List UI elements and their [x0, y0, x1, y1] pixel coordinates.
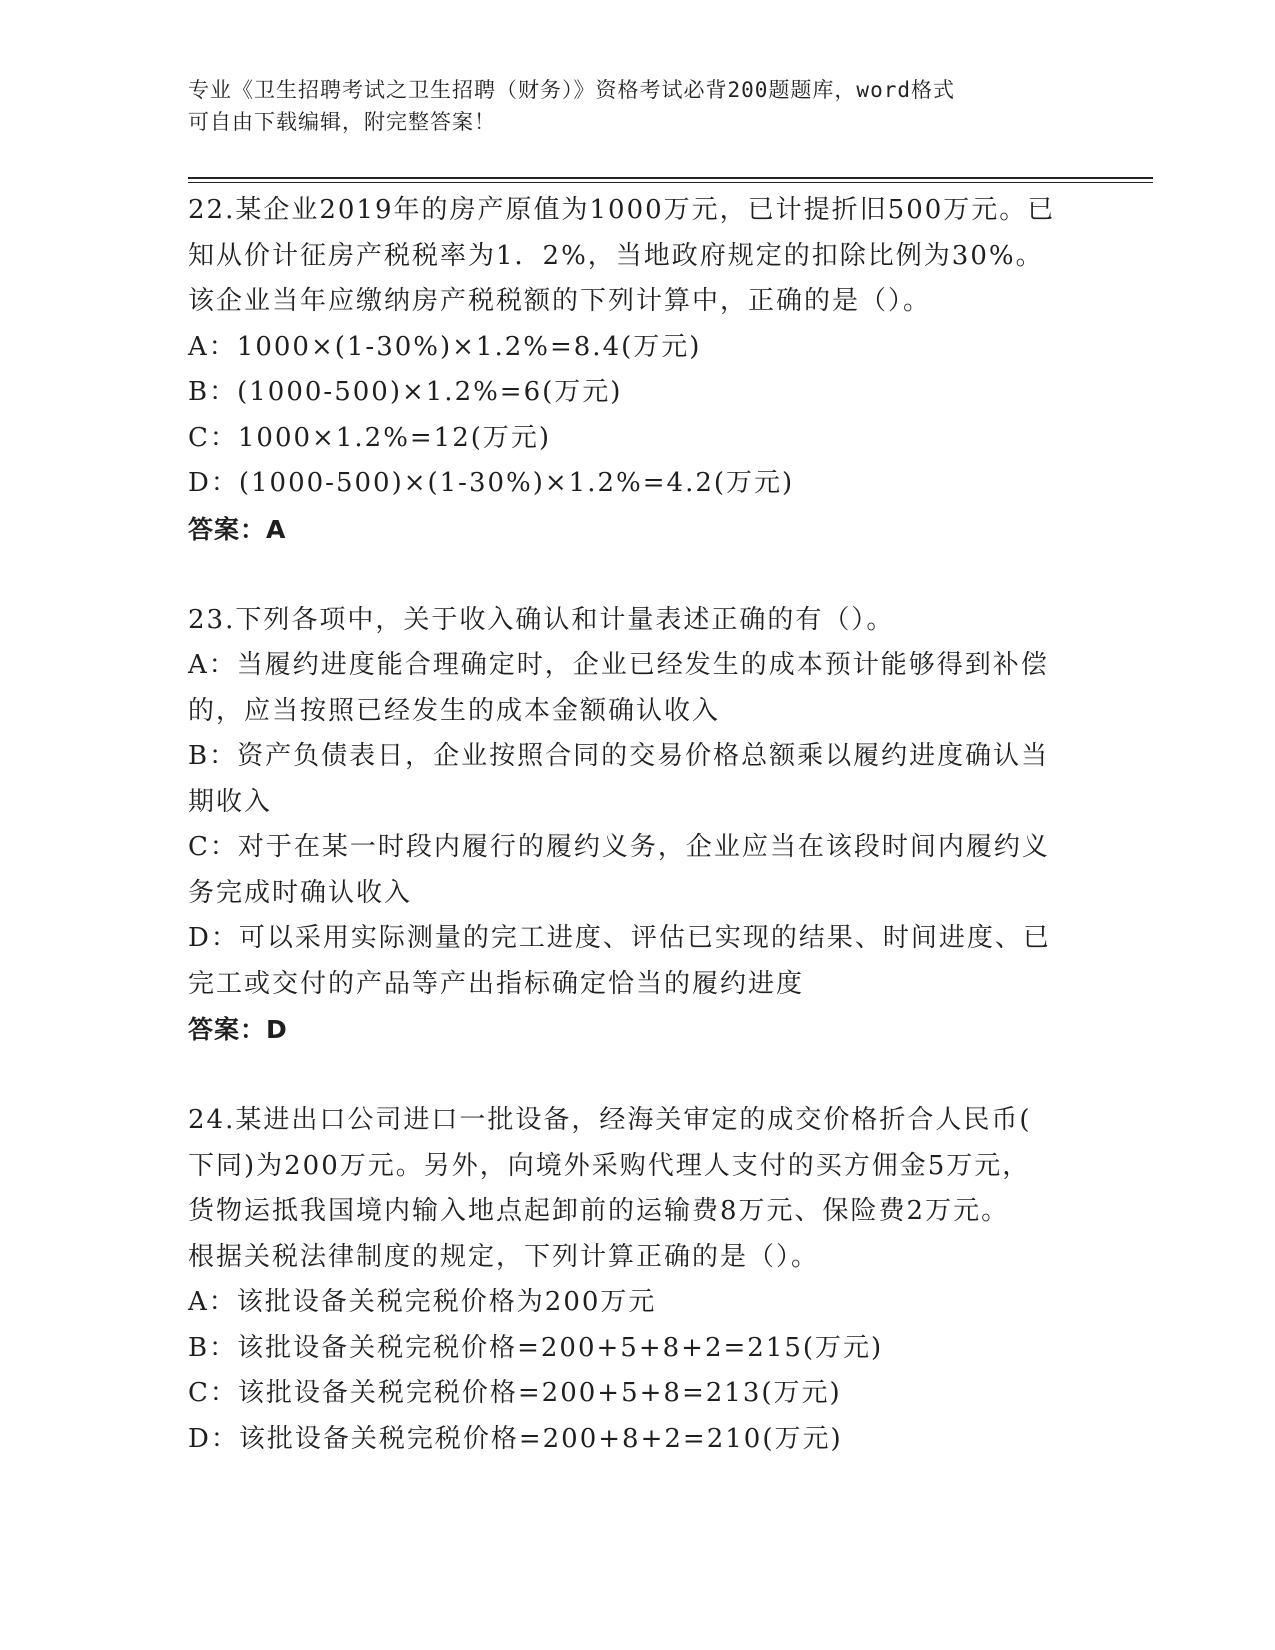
option-b-continued: 期收入 — [188, 786, 273, 817]
option-c: C：对于在某一时段内履行的履约义务，企业应当在该段时间内履约义 — [188, 832, 1050, 862]
question-stem-line: 根据关税法律制度的规定，下列计算正确的是（）。 — [188, 1241, 820, 1272]
question-spacer — [188, 552, 1088, 598]
option-d: D：该批设备关税完税价格=200+8+2=210(万元) — [188, 1423, 843, 1454]
question-22 — [188, 188, 1088, 552]
option-d: D：(1000-500)×(1-30%)×1.2%=4.2(万元) — [188, 468, 795, 498]
option-a: A：1000×(1-30%)×1.2%=8.4(万元) — [188, 331, 702, 362]
question-23 — [188, 598, 1088, 1053]
header-title-line-2: 可自由下载编辑，附完整答案！ — [188, 110, 496, 134]
option-d: D：可以采用实际测量的完工进度、评估已实现的结果、时间进度、已 — [188, 923, 1051, 953]
option-b: B：该批设备关税完税价格=200+5+8+2=215(万元) — [188, 1332, 884, 1363]
question-stem-line: 22.某企业2019年的房产原值为1000万元，已计提折旧500万元。已 — [188, 195, 1056, 225]
option-a: A：当履约进度能合理确定时，企业已经发生的成本预计能够得到补偿 — [188, 650, 1049, 680]
header-divider-thin — [188, 182, 1153, 183]
question-24 — [188, 1098, 1088, 1462]
question-stem-line: 该企业当年应缴纳房产税税额的下列计算中，正确的是（）。 — [188, 286, 932, 316]
option-a-continued: 的，应当按照已经发生的成本金额确认收入 — [188, 695, 721, 726]
question-stem-line: 货物运抵我国境内输入地点起卸前的运输费8万元、保险费2万元。 — [188, 1196, 1010, 1226]
question-stem-line: 下同)为200万元。另外，向境外采购代理人支付的买方佣金5万元， — [188, 1150, 1031, 1181]
option-c: C：1000×1.2%=12(万元) — [188, 422, 552, 453]
option-b: B：(1000-500)×1.2%=6(万元) — [188, 377, 623, 407]
option-b: B：资产负债表日，企业按照合同的交易价格总额乘以履约进度确认当 — [188, 741, 1050, 771]
header-divider-thick — [188, 177, 1153, 179]
answer-label: 答案：A — [188, 514, 287, 544]
question-stem-line: 知从价计征房产税税率为1．2%，当地政府规定的扣除比例为30%。 — [188, 240, 1044, 271]
answer-label: 答案：D — [188, 1015, 288, 1044]
question-stem-line: 24.某进出口公司进口一批设备，经海关审定的成交价格折合人民币( — [188, 1105, 1032, 1135]
question-stem-line: 23.下列各项中，关于收入确认和计量表述正确的有（）。 — [188, 604, 895, 635]
option-c-continued: 务完成时确认收入 — [188, 877, 413, 908]
option-a: A：该批设备关税完税价格为200万元 — [188, 1287, 657, 1317]
option-c: C：该批设备关税完税价格=200+5+8=213(万元) — [188, 1378, 842, 1408]
option-d-continued: 完工或交付的产品等产出指标确定恰当的履约进度 — [188, 968, 805, 999]
question-spacer — [188, 1053, 1088, 1099]
question-list — [188, 188, 1088, 1462]
header-title-line-1: 专业《卫生招聘考试之卫生招聘（财务）》资格考试必背200题题库，word格式 — [188, 78, 955, 102]
document-header — [188, 74, 1068, 138]
